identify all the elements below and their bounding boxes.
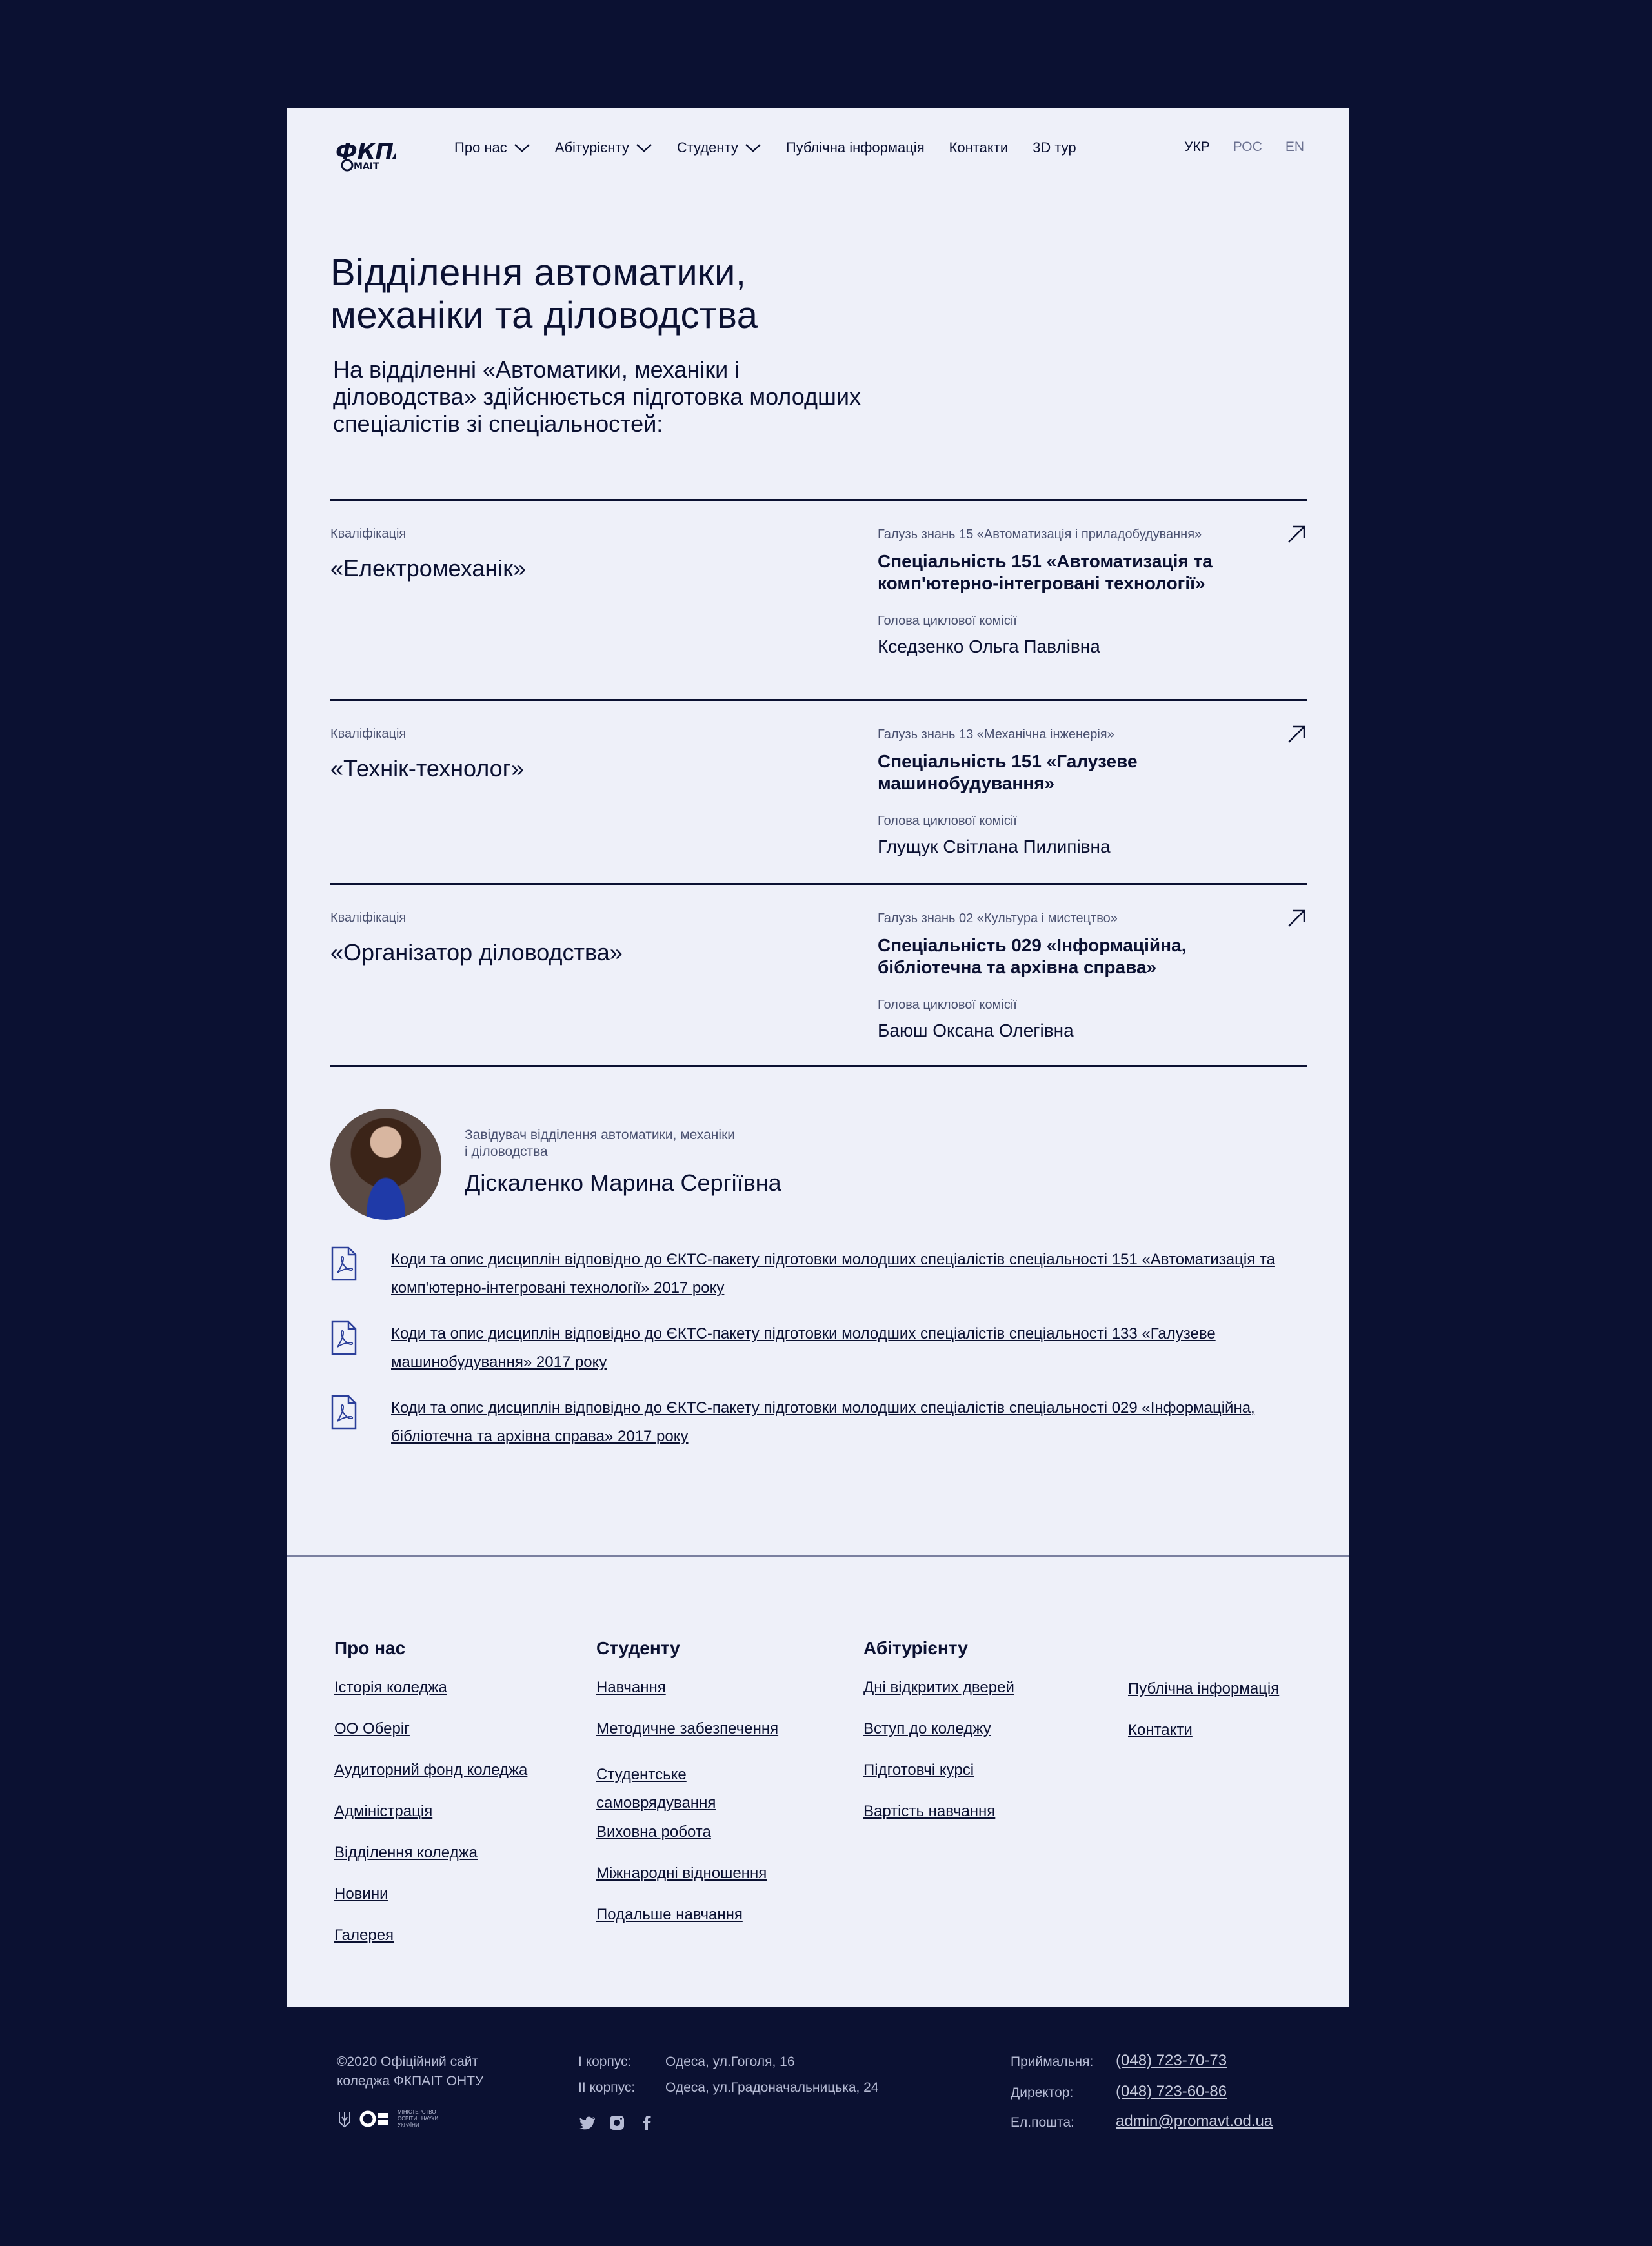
footer-link[interactable]: Підготовчі курсі: [863, 1761, 974, 1779]
qualification-label: Кваліфікація: [330, 727, 407, 741]
reception-phone[interactable]: (048) 723-70-73: [1116, 2052, 1227, 2069]
footer-link[interactable]: Міжнародні відношення: [596, 1865, 767, 1882]
lang-ros[interactable]: РОС: [1233, 139, 1262, 154]
qualification-details: [878, 727, 1265, 857]
knowledge-field: Галузь знань 02 «Культура і мистецтво»: [878, 911, 1118, 926]
social-links: [578, 2114, 656, 2132]
footer-link[interactable]: Відділення коледжа: [334, 1844, 478, 1861]
commission-head-label: Голова циклової комісії: [878, 814, 1017, 828]
footer-column-title: Про нас: [334, 1638, 406, 1658]
twitter-icon[interactable]: [578, 2114, 596, 2132]
footer-link[interactable]: Вартість навчання: [863, 1803, 996, 1820]
page-card: [287, 108, 1349, 2007]
footer-divider: [287, 1555, 1349, 1557]
copyright-text: ©2020 Офіційний сайт коледжа ФКПАІТ ОНТУ: [337, 2054, 484, 2089]
specialty-title: Спеціальність 151 «Галузеве машинобудування»: [878, 751, 1138, 793]
knowledge-field: Галузь знань 13 «Механічна інженерія»: [878, 727, 1114, 742]
director-phone-label: Директор:: [1011, 2085, 1074, 2100]
arrow-up-right-icon[interactable]: [1286, 524, 1307, 545]
footer-link[interactable]: Контакти: [1128, 1721, 1193, 1739]
document-item: [330, 1320, 1307, 1394]
nav-about-label: Про нас: [454, 139, 507, 156]
qualifications-list: [330, 499, 1307, 1067]
documents-list: [330, 1246, 1307, 1468]
chevron-down-icon: [745, 143, 761, 153]
qualification-name: «Організатор діловодства»: [330, 939, 623, 966]
footer-column-about: [334, 1638, 527, 1967]
specialty-title: Спеціальність 151 «Автоматизація та комп'ютерно-інтегровані технології»: [878, 551, 1213, 593]
document-item: [330, 1394, 1307, 1468]
address1-label: І корпус:: [578, 2054, 632, 2069]
svg-text:ФКПА: ФКП: [336, 139, 394, 165]
director-role: Завідувач відділення автоматики, механіки і діловодства: [465, 1128, 735, 1159]
qualification-label: Кваліфікація: [330, 911, 407, 925]
nav-contacts[interactable]: [949, 139, 1009, 156]
commission-head-label: Голова циклової комісії: [878, 614, 1017, 628]
qualification-details: [878, 911, 1265, 1041]
lang-en[interactable]: EN: [1285, 139, 1304, 154]
footer-link[interactable]: Навчання: [596, 1679, 666, 1696]
email-label: Ел.пошта:: [1011, 2115, 1074, 2130]
chevron-down-icon: [514, 143, 530, 153]
footer-link[interactable]: Новини: [334, 1885, 388, 1903]
pdf-file-icon[interactable]: [330, 1320, 358, 1356]
footer-link[interactable]: Галерея: [334, 1927, 394, 1944]
qualification-details: [878, 527, 1265, 657]
director-name: Діскаленко Марина Сергіївна: [465, 1169, 781, 1196]
document-link[interactable]: Коди та опис дисциплін відповідно до ЄКТС-пакету підготовки молодших спеціалістів спеціальності 133 «Галузеве машинобудування» 2017 року: [391, 1325, 1216, 1371]
address2-value: Одеса, ул.Градоначальницька, 24: [665, 2080, 879, 2095]
document-link[interactable]: Коди та опис дисциплін відповідно до ЄКТС-пакету підготовки молодших спеціалістів спеціальності 151 «Автоматизація та комп'ютерно-інтегровані технології» 2017 року: [391, 1251, 1275, 1297]
qualification-item: [330, 883, 1307, 1067]
nav-public-info[interactable]: [786, 139, 925, 156]
footer-link[interactable]: Виховна робота: [596, 1823, 711, 1841]
chevron-down-icon: [636, 143, 652, 153]
pdf-file-icon[interactable]: [330, 1246, 358, 1282]
qualification-label: Кваліфікація: [330, 527, 407, 541]
footer-link[interactable]: Історія коледжа: [334, 1679, 447, 1696]
nav-applicant-label: Абітурієнту: [554, 139, 629, 156]
trident-icon: [337, 2109, 352, 2129]
mon-logo-icon: [359, 2109, 391, 2129]
reception-label: Приймальня:: [1011, 2054, 1094, 2069]
footer-column-title: Студенту: [596, 1638, 680, 1658]
footer-link[interactable]: Аудиторний фонд коледжа: [334, 1761, 528, 1779]
footer-link[interactable]: ОО Оберіг: [334, 1720, 410, 1737]
director-avatar: [330, 1109, 441, 1220]
qualification-item: [330, 699, 1307, 883]
footer-column-title: Абітурієнту: [863, 1638, 968, 1658]
ministry-text: МІНІСТЕРСТВО ОСВІТИ І НАУКИ УКРАЇНИ: [398, 2109, 439, 2128]
lang-ukr[interactable]: УКР: [1184, 139, 1210, 154]
qualification-name: «Електромеханік»: [330, 555, 526, 582]
footer-column-student: [596, 1638, 829, 1947]
commission-head-label: Голова циклової комісії: [878, 998, 1017, 1012]
specialty-title: Спеціальність 029 «Інформаційна, бібліотечна та архівна справа»: [878, 935, 1187, 977]
main-nav: [454, 139, 1076, 156]
nav-3d-tour-label: 3D тур: [1032, 139, 1076, 156]
nav-about[interactable]: [454, 139, 530, 156]
language-switcher: [1184, 139, 1304, 155]
email-link[interactable]: admin@promavt.od.ua: [1116, 2112, 1273, 2130]
nav-public-info-label: Публічна інформація: [785, 139, 925, 156]
college-logo[interactable]: [334, 134, 396, 173]
footer-column-applicant: [863, 1638, 1014, 1843]
pdf-file-icon[interactable]: [330, 1394, 358, 1430]
footer-column-title: [1128, 1638, 1279, 1660]
footer-link[interactable]: Методичне забезпечення: [596, 1720, 779, 1737]
document-link[interactable]: Коди та опис дисциплін відповідно до ЄКТС-пакету підготовки молодших спеціалістів спеціальності 029 «Інформаційна, бібліотечна та архівна справа» 2017 року: [391, 1399, 1255, 1445]
address2-label: ІІ корпус:: [578, 2080, 636, 2095]
document-item: [330, 1246, 1307, 1320]
footer-link[interactable]: Вступ до коледжу: [863, 1720, 991, 1737]
svg-text:МАІТ: МАІТ: [354, 161, 379, 172]
ministry-logo: [337, 2109, 449, 2129]
arrow-up-right-icon[interactable]: [1286, 908, 1307, 929]
commission-head-name: Глущук Світлана Пилипівна: [878, 836, 1111, 856]
footer-column-other: [1128, 1638, 1279, 1762]
facebook-icon[interactable]: [638, 2114, 656, 2132]
commission-head-name: Кседзенко Ольга Павлівна: [878, 636, 1100, 656]
knowledge-field: Галузь знань 15 «Автоматизація і приладобудування»: [878, 527, 1202, 541]
nav-student-label: Студенту: [676, 139, 738, 156]
qualification-name: «Технік-технолог»: [330, 755, 524, 782]
footer-link[interactable]: Публічна інформація: [1128, 1680, 1280, 1697]
instagram-icon[interactable]: [608, 2114, 626, 2132]
intro-text: На відділенні «Автоматики, механіки і діловодства» здійснюється підготовка молодших спеціалістів зі спеціальностей:: [333, 356, 861, 437]
nav-3d-tour[interactable]: [1032, 139, 1076, 156]
arrow-up-right-icon[interactable]: [1286, 724, 1307, 745]
nav-contacts-label: Контакти: [949, 139, 1009, 156]
qualification-item: [330, 499, 1307, 699]
address1-value: Одеса, ул.Гоголя, 16: [665, 2054, 795, 2069]
commission-head-name: Баюш Оксана Олегівна: [878, 1020, 1074, 1040]
footer-link[interactable]: Подальше навчання: [596, 1906, 743, 1923]
footer-link[interactable]: Адміністрація: [334, 1803, 433, 1820]
nav-applicant[interactable]: [555, 139, 652, 156]
footer-link[interactable]: Дні відкритих дверей: [863, 1679, 1014, 1696]
page-title: Відділення автоматики, механіки та діловодства: [330, 252, 758, 336]
nav-student[interactable]: [677, 139, 761, 156]
director-phone[interactable]: (048) 723-60-86: [1116, 2083, 1227, 2100]
footer-link[interactable]: Студентське самоврядування: [596, 1766, 716, 1812]
